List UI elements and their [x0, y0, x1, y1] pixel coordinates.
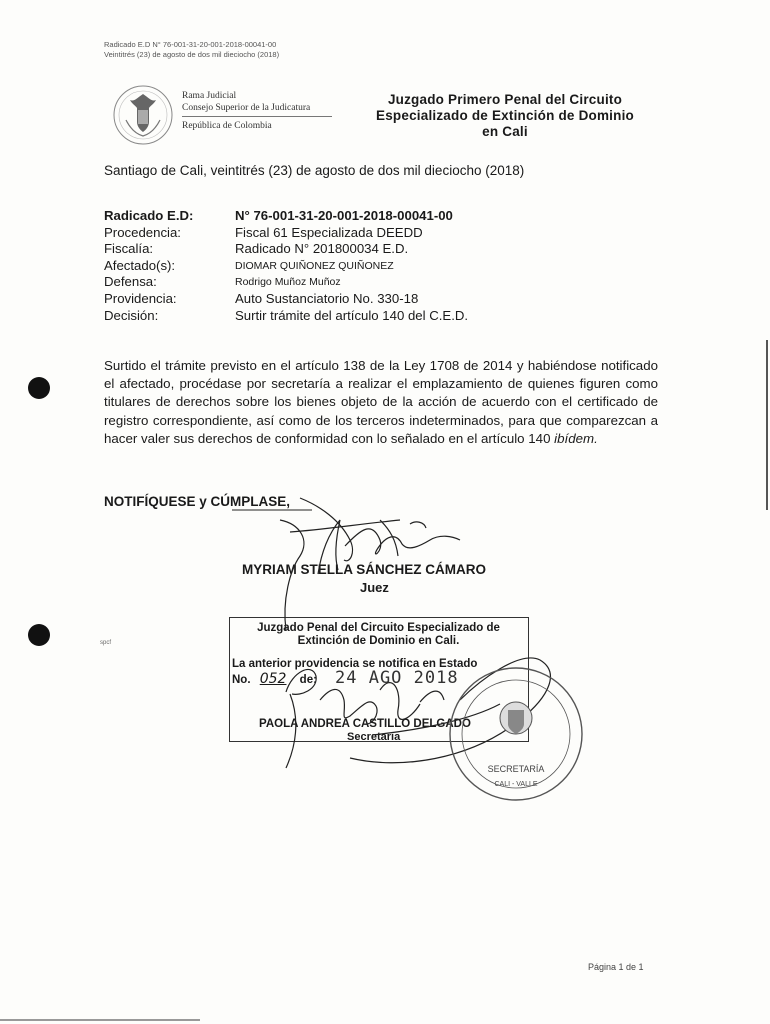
closing-formula: NOTIFÍQUESE y CÚMPLASE, — [104, 494, 291, 509]
estado-no-value: 052 — [259, 671, 287, 687]
notification-title-line2: Extinción de Dominio en Cali. — [297, 635, 460, 647]
binder-hole-icon — [28, 377, 50, 399]
secretary-name: PAOLA ANDREA CASTILLO DELGADO — [259, 718, 471, 730]
field-value: Fiscal 61 Especializada DEEDD — [235, 224, 423, 240]
field-label: Afectado(s): — [104, 257, 176, 273]
field-label: Procedencia: — [104, 224, 181, 240]
header-date: Veintitrés (23) de agosto de dos mil dieciocho (2018) — [104, 50, 280, 59]
judge-name: MYRIAM STELLA SÁNCHEZ CÁMARO — [242, 562, 486, 577]
notification-text: La anterior providencia se notifica en Estado — [232, 658, 478, 670]
binder-hole-icon — [28, 624, 50, 646]
stamp-inner-text: SECRETARÍA — [487, 764, 545, 774]
stamp-bottom-text: CALI - VALLE — [494, 781, 538, 788]
typist-initials: spcf — [100, 640, 112, 646]
notification-title-line1: Juzgado Penal del Circuito Especializado de — [257, 622, 500, 634]
court-title-line2: Especializado de Extinción de Dominio — [376, 108, 634, 123]
institution-line1: Rama Judicial — [182, 91, 237, 101]
court-title-line3: en Cali — [482, 124, 528, 139]
field-label: Fiscalía: — [104, 241, 154, 257]
institution-line3: República de Colombia — [182, 121, 272, 131]
judge-signature — [280, 498, 460, 630]
field-value: N° 76-001-31-20-001-2018-00041-00 — [235, 208, 453, 223]
field-label: Providencia: — [104, 290, 177, 306]
field-value: Rodrigo Muñoz Muñoz — [235, 276, 341, 289]
judge-role: Juez — [360, 580, 389, 595]
court-title-line1: Juzgado Primero Penal del Circuito — [387, 92, 623, 107]
secretaria-round-stamp — [450, 668, 582, 800]
secretary-role: Secretaria — [347, 731, 401, 743]
header-radicado: Radicado E.D N° 76-001-31-20-001-2018-00041-00 — [104, 40, 277, 49]
field-label: Defensa: — [104, 274, 157, 290]
order-body-italic: ibídem. — [554, 430, 598, 446]
institution-line2: Consejo Superior de la Judicatura — [182, 103, 311, 113]
scan-edge-mark — [766, 340, 768, 510]
page-number: Página 1 de 1 — [588, 962, 644, 972]
field-value: DIOMAR QUIÑONEZ QUIÑONEZ — [235, 259, 394, 272]
field-value: Surtir trámite del artículo 140 del C.E.D. — [235, 307, 469, 323]
field-label: Decisión: — [104, 307, 159, 323]
city-date: Santiago de Cali, veintitrés (23) de agosto de dos mil dieciocho (2018) — [104, 163, 525, 178]
field-value: Auto Sustanciatorio No. 330-18 — [235, 290, 419, 306]
scan-edge-mark — [0, 1019, 200, 1021]
estado-date-label: de: — [299, 674, 317, 686]
field-value: Radicado N° 201800034 E.D. — [235, 241, 409, 257]
estado-no-label: No. — [232, 674, 251, 686]
date-stamp: 24 AGO 2018 — [335, 668, 459, 688]
order-body-text: Surtido el trámite previsto en el artículo 138 de la Ley 1708 de 2014 y habiéndose notificado el afectado, procédase por secretaría a realizar el emplazamiento de quienes figuren como titulares de derechos sobre los bienes objeto de la acción de acuerdo con el certificado de registro correspondiente, así como de los terceros indeterminados, para que comparezcan a hacer valer sus derechos de conformidad con lo señalado en el artículo 140 — [104, 358, 658, 446]
field-label: Radicado E.D: — [104, 208, 194, 223]
